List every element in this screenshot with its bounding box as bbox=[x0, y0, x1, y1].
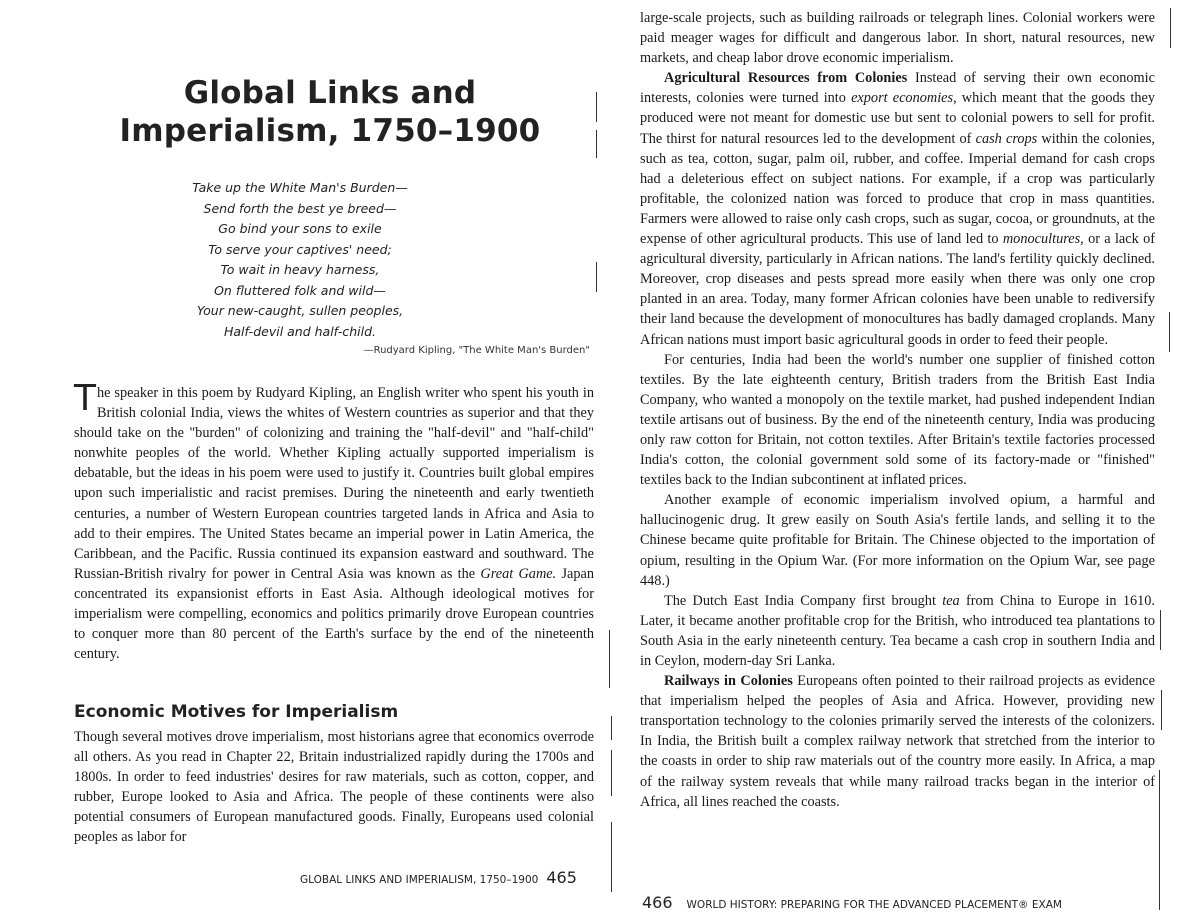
drop-cap: T bbox=[74, 378, 96, 419]
text-span: within the colonies, such as tea, cotton, sugar, palm oil, rubber, and coffee. Imperial demand for cash crops had a deleterious effect on subject nations. For example, if a crop was particularly profitable, the colonized nation was forced to produce that crop in mass quantities. Farmers were allowed to raise only cash crops, such as sugar, cocoa, or groundnuts, at the expense of other agricultural products. This use of land led to bbox=[640, 130, 1156, 248]
margin-rule bbox=[596, 92, 597, 122]
margin-rule bbox=[1169, 312, 1170, 352]
paragraph-opium: Another example of economic imperialism involved opium, a harmful and hallucinogenic drug. It grew easily on South Asia's fertile lands, and selling it to the Chinese became quite profitable for Britain. The Chinese objected to the importation of opium, resulting in the Opium War. (For more information on the Opium War, see page 448.) bbox=[640, 492, 1155, 589]
poem-epigraph bbox=[120, 178, 480, 342]
italic-term: cash crops bbox=[975, 130, 1038, 147]
poem-line: To serve your captives' need; bbox=[208, 241, 392, 257]
paragraph-agricultural-resources bbox=[640, 68, 1155, 349]
intro-paragraph bbox=[74, 378, 594, 664]
paragraph-tea bbox=[640, 591, 1155, 671]
right-footer bbox=[642, 893, 1162, 912]
page-number: 466 bbox=[642, 893, 673, 912]
text-span: The Dutch East India Company first brought bbox=[664, 592, 943, 609]
poem-line: To wait in heavy harness, bbox=[220, 262, 380, 277]
paragraph-india-textiles: For centuries, India had been the world's number one supplier of finished cotton textiles. By the late eighteenth century, British traders from the British East India Company, who wanted a monopoly on the textile market, had pushed independent Indian textile artisans out of business. By the end of the nineteenth century, India was producing only raw cotton for Britain, not cotton textiles. After Britain's textile factories processed India's cotton, the colonial government sold some of its factory-made or "finished" textiles back to the Indian subcontinent at inflated prices. bbox=[640, 351, 1155, 489]
runin-heading-agricultural: Agricultural Resources from Colonies bbox=[664, 70, 908, 87]
margin-rule bbox=[1159, 770, 1160, 910]
italic-term: monocultures bbox=[1002, 231, 1081, 248]
poem-attribution: —Rudyard Kipling, "The White Man's Burden" bbox=[363, 345, 590, 356]
runin-heading-railways: Railways in Colonies bbox=[664, 673, 793, 690]
intro-text: he speaker in this poem by Rudyard Kipling, an English writer who spent his youth in British colonial India, views the whites of Western countries as superior and that they should take on the "burden" of colonizing and training the "half-devil" and "half-child" nonwhite peoples of the world. Whether Kipling actually supported imperialism is debatable, but the ideas in his poem were used to justify it. Countries built global empires upon such imperialistic and racist premises. During the nineteenth and early twentieth centuries, a number of Western European countries targeted lands in Africa and Asia to add to their empires. The United States became an imperial power in Latin America, the Caribbean, and the Pacific. Russia continued its expansion eastward and southward. The Russian-British rivalry for power in Central Asia was known as the bbox=[74, 385, 594, 582]
poem-line: Your new-caught, sullen peoples, bbox=[196, 303, 404, 318]
paragraph-railways bbox=[640, 671, 1155, 812]
intro-text-end: Japan concentrated its expansionist efforts in East Asia. Although ideological motives for imperialism were compelling, economics and politics primarily drove European countries to conquer more than 80 percent of the Earth's surface by the end of the nineteenth century. bbox=[74, 565, 594, 663]
italic-term: tea bbox=[942, 592, 960, 609]
right-page bbox=[600, 0, 1200, 922]
italic-term: export economies bbox=[851, 90, 954, 107]
chapter-title: Global Links and Imperialism, 1750–1900 bbox=[119, 75, 541, 149]
text-span: from China to Europe in 1610. Later, it became another profitable crop for the British, who introduced tea plantations to South Asia in the early nineteenth century. Tea became a cash crop in southern India and in Ceylon, modern-day Sri Lanka. bbox=[640, 592, 1155, 669]
section-heading: Economic Motives for Imperialism bbox=[74, 702, 399, 722]
text-span: Instead of serving their own economic interests, colonies were turned into bbox=[640, 70, 1155, 107]
poem-line: Send forth the best ye breed— bbox=[203, 200, 397, 216]
poem-line: Half-devil and half-child. bbox=[223, 323, 377, 339]
left-footer bbox=[300, 868, 600, 887]
margin-rule bbox=[596, 262, 597, 292]
text-span: , which meant that the goods they produced were not meant for domestic use but sent to colonial powers to sell for profit. The thirst for natural resources led to the development of bbox=[640, 90, 1155, 147]
margin-rule bbox=[1161, 690, 1162, 730]
margin-rule bbox=[596, 130, 597, 158]
text-span: , or a lack of agricultural diversity, particularly in African nations. The land's fertility quickly declined. Moreover, crop diseases and pests spread more easily when there was only one crop planted in an area. Today, many former African colonies have been unable to rediversify their land because the development of monocultures has badly damaged croplands. Many African nations must import basic agricultural goods in order to feed their people. bbox=[640, 231, 1155, 348]
poem-line: Go bind your sons to exile bbox=[218, 221, 382, 236]
poem-line: On fluttered folk and wild— bbox=[214, 282, 386, 298]
running-footer-text: GLOBAL LINKS AND IMPERIALISM, 1750–1900 bbox=[300, 874, 539, 886]
intro-italic-term: Great Game. bbox=[480, 565, 557, 582]
margin-rule bbox=[1160, 610, 1161, 650]
margin-rule bbox=[1170, 8, 1171, 48]
right-column bbox=[640, 8, 1155, 812]
page-number: 465 bbox=[546, 868, 577, 887]
text-span: Europeans often pointed to their railroad projects as evidence that imperialism helped the peoples of Asia and Africa. However, providing new transportation technology to the colonies primarily served the interests of the colonizers. In India, the British built a complex railway network that stretched from the interior to the coasts in order to ship raw materials out of the country more easily. In Africa, a map of the railway system reveals that while many railroad tracks began in the interior of Africa, all lines reached the coasts. bbox=[640, 673, 1155, 810]
paragraph-continued: large-scale projects, such as building railroads or telegraph lines. Colonial workers were paid meager wages for difficult and dangerous labor. In short, natural resources, new markets, and cheap labor drove economic imperialism. bbox=[640, 10, 1155, 67]
poem-line: Take up the White Man's Burden— bbox=[192, 180, 408, 195]
economic-motives-paragraph: Though several motives drove imperialism, most historians agree that economics overrode all others. As you read in Chapter 22, Britain industrialized rapidly during the 1700s and 1800s. In order to feed industries' desires for raw materials, such as cotton, copper, and rubber, Europe looked to Asia and Africa. The people of these continents were also potential consumers of European manufactured goods. Finally, Europeans used colonial peoples as labor for bbox=[74, 729, 594, 846]
running-footer-text: WORLD HISTORY: PREPARING FOR THE ADVANCED PLACEMENT® EXAM bbox=[686, 899, 1062, 911]
